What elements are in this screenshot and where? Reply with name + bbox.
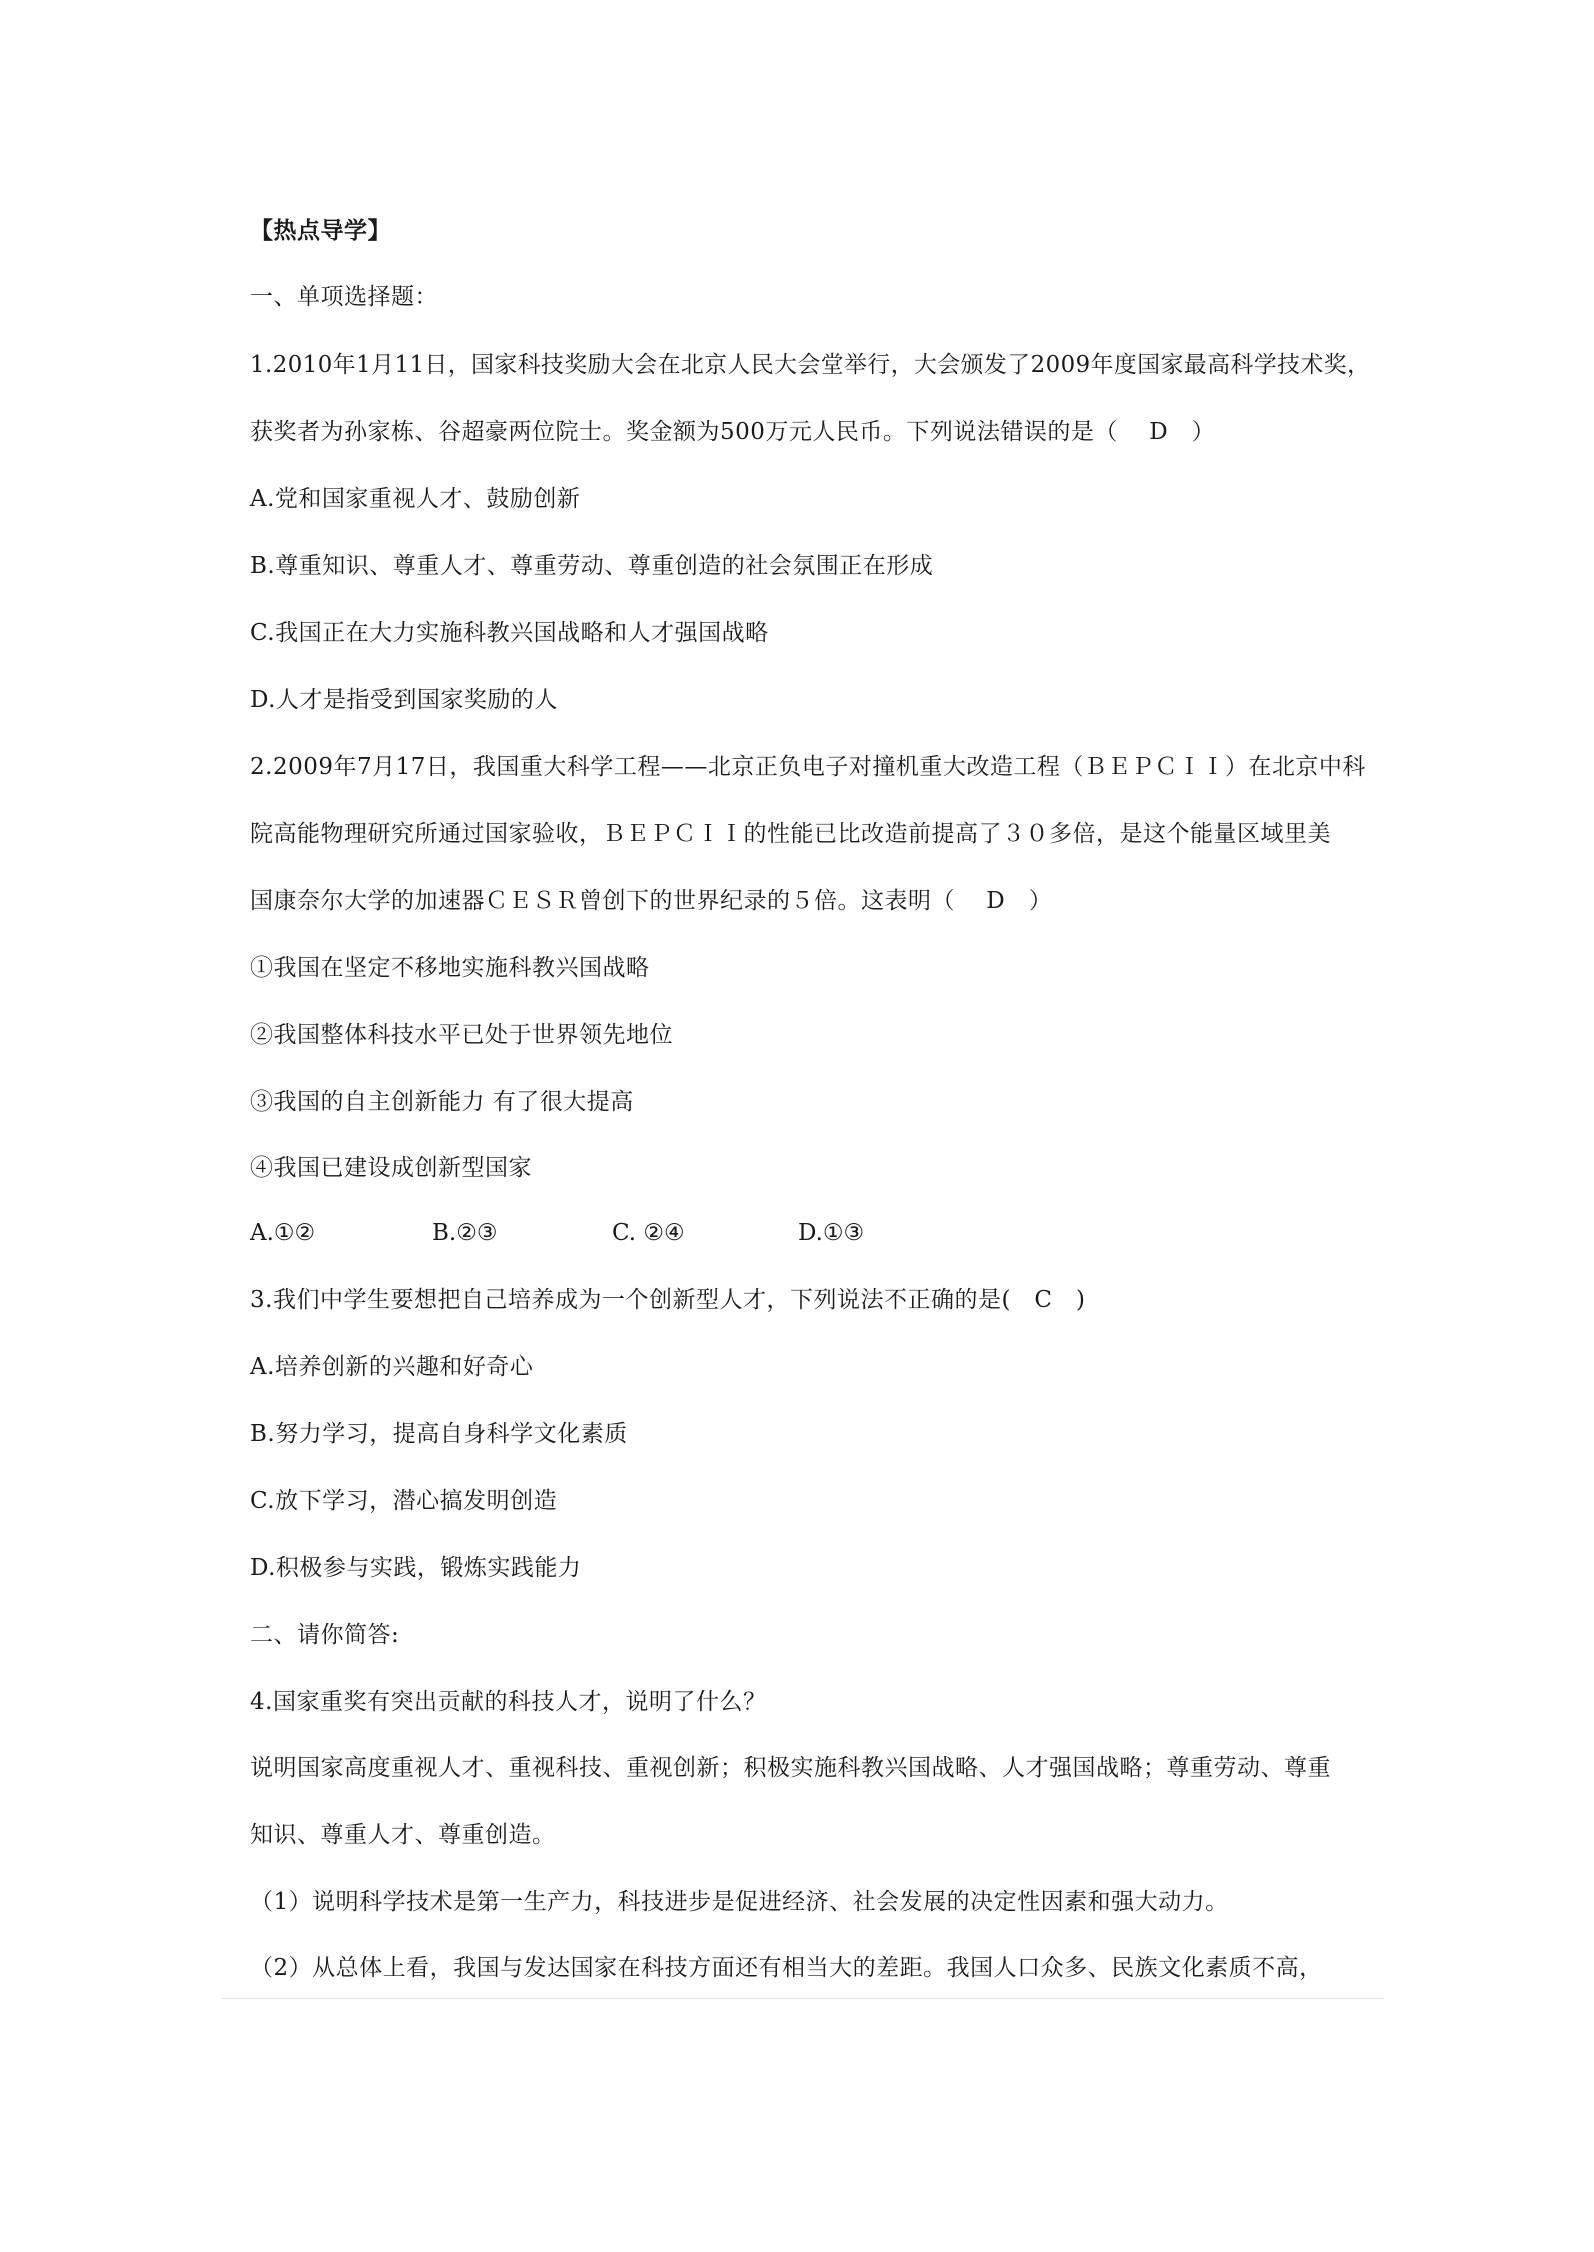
section-title-short-answer: 二、请你简答: bbox=[250, 1622, 400, 1648]
q1-option-a: A.党和国家重视人才、鼓励创新 bbox=[250, 486, 581, 512]
q3-option-d: D.积极参与实践，锻炼实践能力 bbox=[250, 1555, 582, 1581]
q2-choice-a: A.①② bbox=[250, 1220, 316, 1246]
q2-stem-line-2: 院高能物理研究所通过国家验收，ＢＥＰＣＩＩ的性能已比改造前提高了３０多倍，是这个能量区域里美 bbox=[250, 821, 1331, 847]
q4-point-2: （2）从总体上看，我国与发达国家在科技方面还有相当大的差距。我国人口众多、民族文化素质不高， bbox=[250, 1955, 1323, 1981]
q1-option-b: B.尊重知识、尊重人才、尊重劳动、尊重创造的社会氛围正在形成 bbox=[250, 553, 934, 579]
q1-stem-line-2: 获奖者为孙家栋、谷超豪两位院士。奖金额为500万元人民币。下列说法错误的是（ D ） bbox=[250, 419, 1216, 445]
q3-stem: 3.我们中学生要想把自己培养成为一个创新型人才，下列说法不正确的是( C ) bbox=[250, 1287, 1086, 1313]
q2-statement-1: ①我国在坚定不移地实施科教兴国战略 bbox=[250, 955, 650, 981]
q4-question: 4.国家重奖有突出贡献的科技人才，说明了什么？ bbox=[250, 1689, 767, 1715]
q4-answer-line-1: 说明国家高度重视人才、重视科技、重视创新；积极实施科教兴国战略、人才强国战略；尊重劳动、尊重 bbox=[250, 1755, 1331, 1781]
q2-choice-d: D.①③ bbox=[798, 1220, 865, 1246]
section-title-single-choice: 一、单项选择题： bbox=[250, 284, 438, 310]
q4-point-1: （1）说明科学技术是第一生产力，科技进步是促进经济、社会发展的决定性因素和强大动力。 bbox=[250, 1889, 1229, 1915]
q3-option-b: B.努力学习，提高自身科学文化素质 bbox=[250, 1421, 628, 1447]
q3-option-c: C.放下学习，潜心搞发明创造 bbox=[250, 1488, 558, 1514]
q2-statement-2: ②我国整体科技水平已处于世界领先地位 bbox=[250, 1022, 673, 1048]
q1-stem-line-1: 1.2010年1月11日，国家科技奖励大会在北京人民大会堂举行，大会颁发了2009年度国家最高科学技术奖， bbox=[250, 352, 1371, 378]
q1-option-d: D.人才是指受到国家奖励的人 bbox=[250, 687, 558, 713]
page-heading: 【热点导学】 bbox=[250, 217, 391, 244]
q1-option-c: C.我国正在大力实施科教兴国战略和人才强国战略 bbox=[250, 620, 769, 646]
q4-answer-line-2: 知识、尊重人才、尊重创造。 bbox=[250, 1822, 556, 1848]
page-bottom-divider bbox=[222, 1998, 1384, 1999]
q2-statement-4: ④我国已建设成创新型国家 bbox=[250, 1155, 532, 1181]
q2-choice-c: C. ②④ bbox=[612, 1220, 685, 1246]
q3-option-a: A.培养创新的兴趣和好奇心 bbox=[250, 1354, 534, 1380]
q2-choices-row bbox=[250, 1218, 1150, 1248]
q2-choice-b: B.②③ bbox=[432, 1220, 498, 1246]
q2-stem-line-3: 国康奈尔大学的加速器ＣＥＳＲ曾创下的世界纪录的５倍。这表明（ D ） bbox=[250, 888, 1053, 914]
q2-stem-line-1: 2.2009年7月17日，我国重大科学工程——北京正负电子对撞机重大改造工程（ＢＥＰＣＩＩ）在北京中科 bbox=[250, 754, 1366, 780]
q2-statement-3: ③我国的自主创新能力 有了很大提高 bbox=[250, 1089, 634, 1115]
